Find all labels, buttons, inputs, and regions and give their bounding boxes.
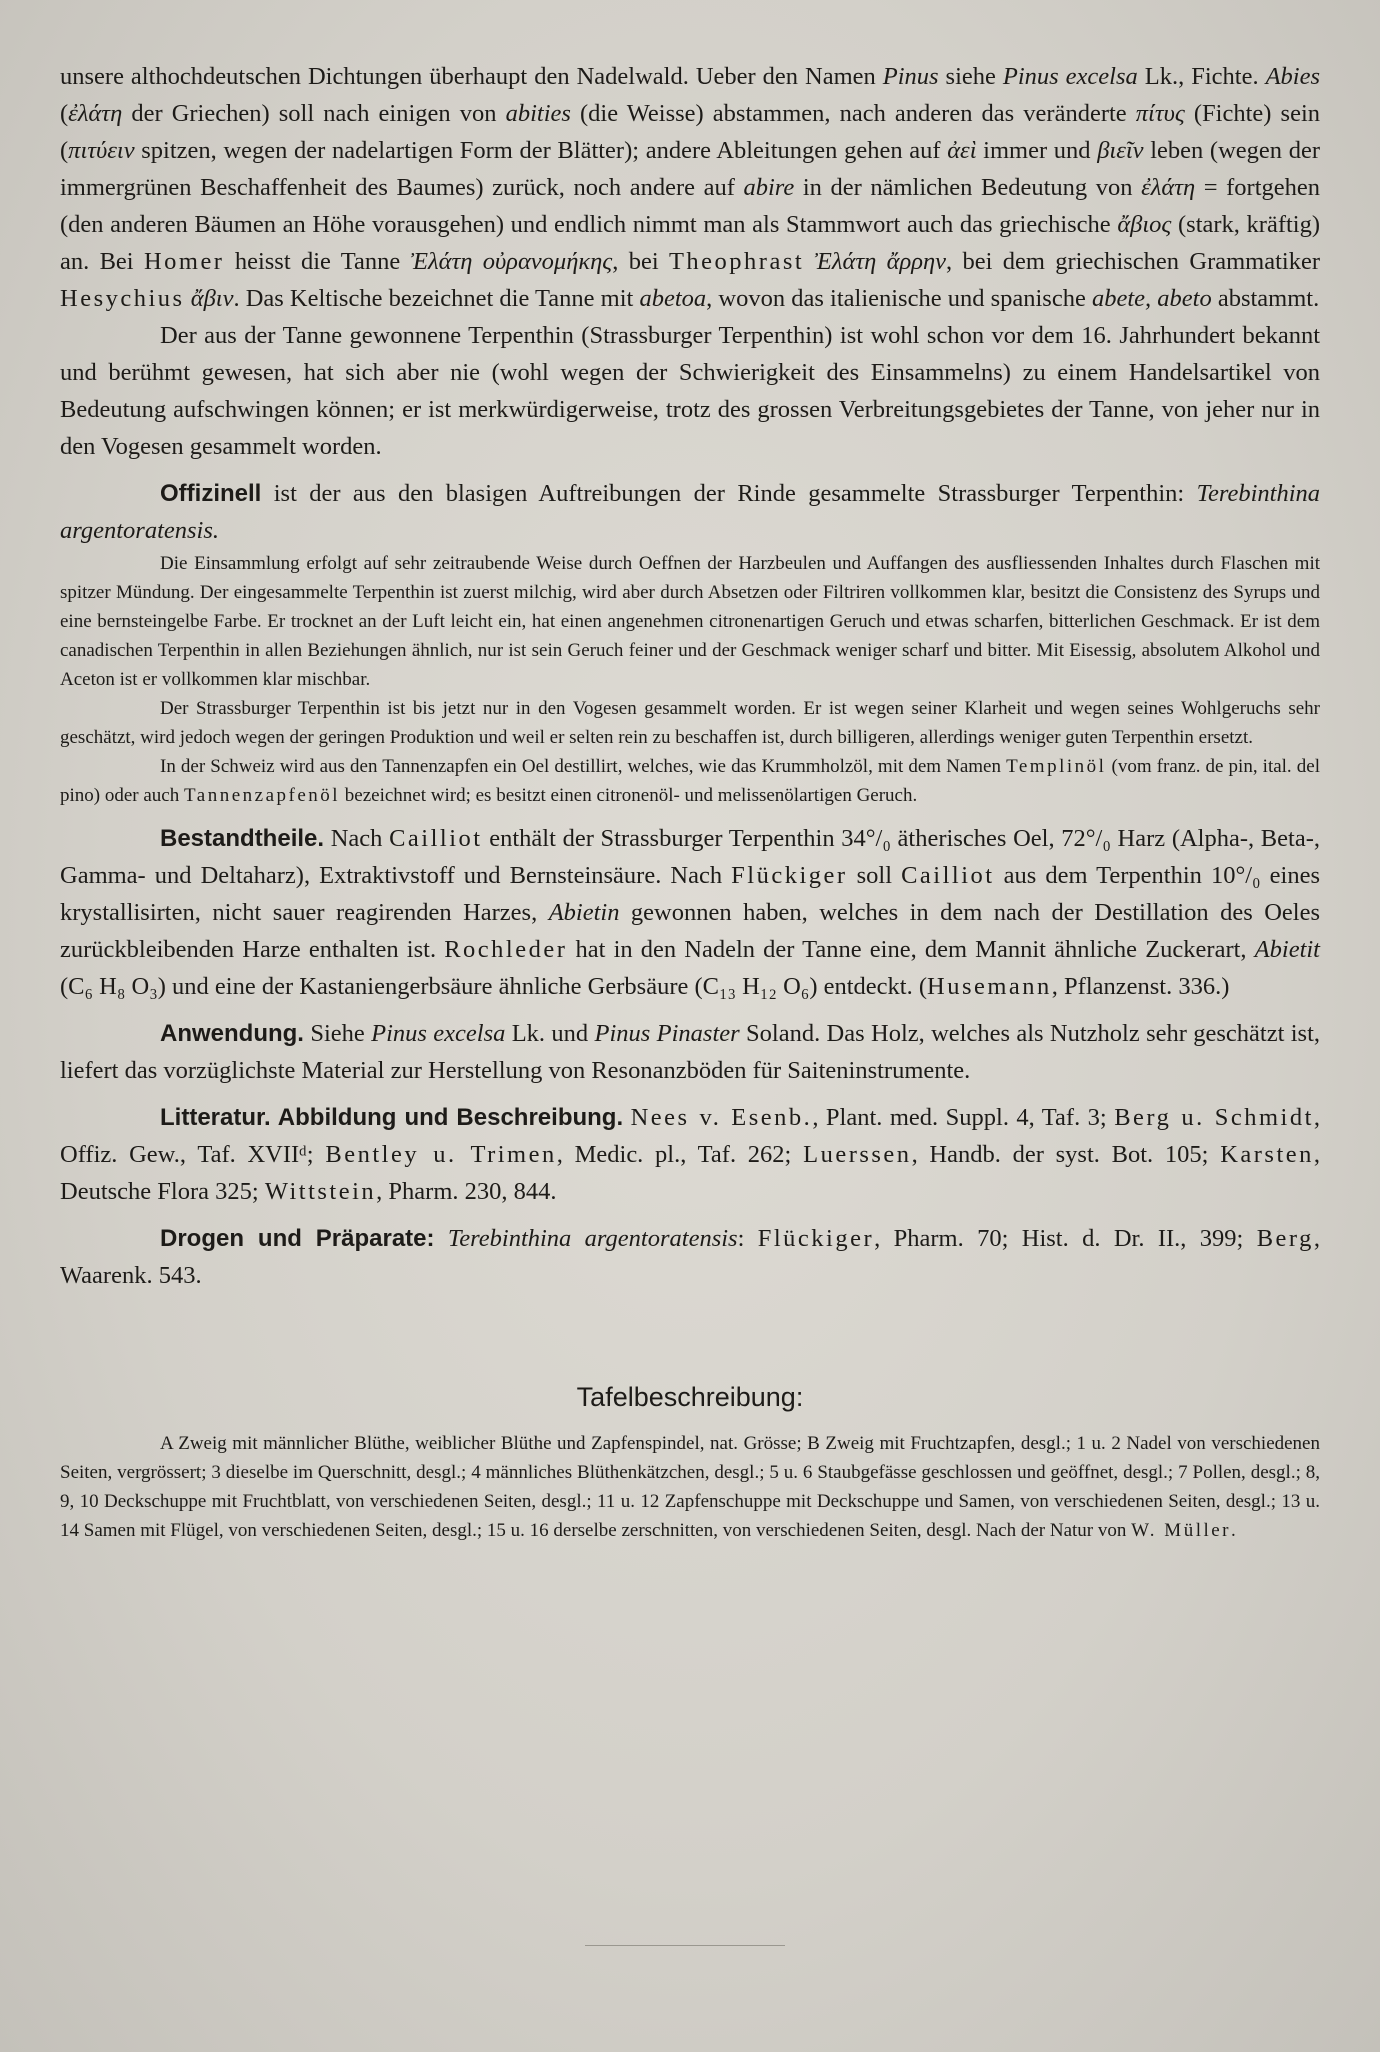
text: (die Weisse) abstammen, nach anderen das veränderte (570, 100, 1136, 127)
text: (C₆ H₈ O₃) und eine der Kastaniengerbsäure ähnliche Gerbsäure (C₁₃ H₁₂ O₆) entdeckt. ( (60, 973, 927, 1000)
greek-term: Ἐλάτη οὐρανομήκης (410, 248, 613, 275)
section-heading: Bestandtheile. (160, 825, 325, 852)
paragraph-anwendung (60, 1015, 1320, 1089)
spacer (60, 1089, 1320, 1099)
author-name: Flückiger (731, 862, 848, 889)
text: gewonnen haben, welches in dem nach der Destillation des Oeles zurückbleibenden Harze enthalten ist. (60, 899, 1320, 963)
plate-description (60, 1429, 1320, 1545)
text: ( (60, 100, 69, 127)
text: ist der aus den blasigen Auftreibungen der Rinde gesammelte Strassburger Terpenthin: (261, 480, 1197, 507)
text (623, 1104, 630, 1131)
author-name: Husemann (927, 973, 1052, 1000)
paragraph-bestandtheile (60, 820, 1320, 1005)
text: Nach (324, 825, 390, 852)
page-content (60, 58, 1320, 1545)
spacer (60, 1005, 1320, 1015)
text: In der Schweiz wird aus den Tannenzapfen ein Oel destillirt, welches, wie das Krummholzöl, mit dem Namen (160, 756, 1007, 777)
term: Terebinthina argentoratensis. (60, 480, 1320, 544)
author-name: Berg (1256, 1225, 1314, 1252)
text: heisst die Tanne (224, 248, 411, 275)
text: Soland. Das Holz, welches als Nutzholz sehr geschätzt ist, liefert das vorzüglichste Material zur Herstellung von Resonanzböden für Saiteninstrumente. (60, 1020, 1320, 1084)
text: , Offiz. Gew., Taf. XVIIᵈ; (60, 1104, 1321, 1168)
small-paragraph-vogesen: Der Strassburger Terpenthin ist bis jetzt nur in den Vogesen gesammelt worden. Er ist wegen seiner Klarheit und wegen seines Wohlgeruchs sehr geschätzt, wird jedoch wegen der geringen Produktion und weil er selten rein zu beschaffen ist, durch billigeren, allerdings weniger guten Terpenthin ersetzt. (60, 698, 1320, 748)
text: , wovon das italienische und spanische (706, 285, 1092, 312)
paragraph-etymology (60, 58, 1320, 317)
paragraph-terpenthin-history: Der aus der Tanne gewonnene Terpenthin (Strassburger Terpenthin) ist wohl schon vor dem 16. Jahrhundert bekannt und berühmt gewesen, hat sich aber nie (wohl wegen der Schwierigkeit des Einsammelns) zu einem Handelsartikel von Bedeutung aufschwingen können; er ist merkwürdigerweise, trotz des grossen Verbreitungsgebietes der Tanne, von jeher nur in den Vogesen gesammelt worden. (60, 322, 1320, 460)
text: leben (wegen der immergrünen Beschaffenheit des Baumes) zurück, noch andere auf (60, 137, 1320, 201)
greek-term: ἀεὶ (947, 137, 977, 164)
author-name: Theophrast (668, 248, 805, 275)
text: , Pharm. 70; Hist. d. Dr. II., 399; (874, 1225, 1257, 1252)
term: Abietin (548, 899, 620, 926)
term: Pinus excelsa (1002, 63, 1138, 90)
greek-term: ἄβιος (1117, 211, 1172, 238)
term: Pinus excelsa (371, 1020, 506, 1047)
text: , Waarenk. 543. (60, 1225, 1320, 1289)
term: Abies (1265, 63, 1320, 90)
greek-term: βιεῖν (1097, 137, 1144, 164)
text: , Deutsche Flora 325; (60, 1141, 1321, 1205)
text: enthält der Strassburger Terpenthin 34°/₀ ätherisches Oel, 72°/₀ Harz (Alpha-, Beta-, Gamma- und Deltaharz), Extraktivstoff und Bernsteinsäure. Nach (60, 825, 1320, 889)
section-heading: Offizinell (160, 480, 262, 507)
spacer (60, 810, 1320, 820)
text: = fortgehen (den anderen Bäumen an Höhe vorausgehen) und endlich nimmt man als Stammwort auch das griechische (60, 174, 1321, 238)
paragraph-offizinell (60, 475, 1320, 549)
term: Terebinthina argentoratensis (447, 1225, 738, 1252)
text: Siehe (303, 1020, 372, 1047)
term: Templinöl (1006, 756, 1107, 777)
author-name: Bentley u. Trimen (325, 1141, 557, 1168)
text: hat in den Nadeln der Tanne eine, dem Mannit ähnliche Zuckerart, (567, 936, 1255, 963)
text: spitzen, wegen der nadelartigen Form der Blätter); andere Ableitungen gehen auf (134, 137, 948, 164)
text: (stark, kräftig) an. Bei (60, 211, 1321, 275)
text: , Pharm. 230, 844. (376, 1178, 557, 1205)
text: in der nämlichen Bedeutung von (794, 174, 1142, 201)
text: soll (847, 862, 902, 889)
text: der Griechen) soll nach einigen von (122, 100, 506, 127)
section-heading: Anwendung. (160, 1020, 304, 1047)
text: (Fichte) sein ( (60, 100, 1320, 164)
term: Abietit (1254, 936, 1320, 963)
text: . Das Keltische bezeichnet die Tanne mit (233, 285, 640, 312)
text: unsere althochdeutschen Dichtungen überhaupt den Nadelwald. Ueber den Namen (60, 63, 883, 90)
author-name: Cailliot (901, 862, 995, 889)
greek-term: Ἐλάτη ἄρρην (814, 248, 947, 275)
author-name: Homer (143, 248, 225, 275)
text: siehe (938, 63, 1003, 90)
greek-term: ἐλάτη (68, 100, 123, 127)
spacer (60, 1210, 1320, 1220)
small-paragraph-collection: Die Einsammlung erfolgt auf sehr zeitraubende Weise durch Oeffnen der Harzbeulen und Auffangen des ausfliessenden Inhaltes durch Flaschen mit spitzer Mündung. Der eingesammelte Terpenthin ist zuerst milchig, wird aber durch Absetzen oder Filtriren vollkommen klar, besitzt die Consistenz des Syrups und eine bernsteingelbe Farbe. Er trocknet an der Luft leicht ein, hat einen angenehmen citronenartigen Geruch und etwas scharfen, bitterlichen Geschmack. Er ist dem canadischen Terpenthin in allen Beziehungen ähnlich, nur ist sein Geruch feiner und der Geschmack weniger scharf und bitter. Mit Eisessig, absolutem Alkohol und Aceton ist er vollkommen klar mischbar. (60, 553, 1320, 690)
author-name: Karsten (1220, 1141, 1314, 1168)
author-name: Wittstein (264, 1178, 377, 1205)
term: abete, abeto (1091, 285, 1212, 312)
author-name: Nees v. Esenb. (630, 1104, 813, 1131)
term: abities (505, 100, 571, 127)
author-name: Luerssen (803, 1141, 912, 1168)
author-name: Rochleder (444, 936, 568, 963)
spacer (60, 465, 1320, 475)
artist-name: W. Müller (1131, 1520, 1232, 1541)
text: Lk. und (505, 1020, 595, 1047)
section-heading: Drogen und Präparate: (160, 1225, 435, 1252)
text: , Plant. med. Suppl. 4, Taf. 3; (812, 1104, 1115, 1131)
text (804, 248, 814, 275)
author-name: Flückiger (757, 1225, 875, 1252)
text: , Handb. der syst. Bot. 105; (911, 1141, 1221, 1168)
text: aus dem Terpenthin 10°/₀ eines krystallisirten, nicht sauer reagirenden Harzes, (60, 862, 1320, 926)
greek-term: ἄβιν (190, 285, 234, 312)
small-paragraph-templinoel (60, 752, 1320, 810)
term: Pinus (882, 63, 939, 90)
term: abetoa (639, 285, 707, 312)
text: : (737, 1225, 758, 1252)
text: , bei (612, 248, 669, 275)
text: A Zweig mit männlicher Blüthe, weiblicher Blüthe und Zapfenspindel, nat. Grösse; B Zweig mit Fruchtzapfen, desgl.; 1 u. 2 Nadel von verschiedenen Seiten, vergrössert; 3 dieselbe im Querschnitt, desgl.; 4 männliches Blüthenkätzchen, desgl.; 5 u. 6 Staubgefässe geschlossen und geöffnet, desgl.; 7 Pollen, desgl.; 8, 9, 10 Deckschuppe mit Fruchtblatt, von verschiedenen Seiten, desgl.; 11 u. 12 Zapfenschuppe mit Deckschuppe und Samen, von verschiedenen Seiten, desgl.; 13 u. 14 Samen mit Flügel, von verschiedenen Seiten, desgl.; 15 u. 16 derselbe zerschnitten, von verschiedenen Seiten, desgl. Nach der Natur von (60, 1433, 1320, 1541)
author-name: Berg u. Schmidt (1114, 1104, 1314, 1131)
greek-term: πιτύειν (68, 137, 135, 164)
plate-description-title: Tafelbeschreibung: (576, 1382, 804, 1412)
text: immer und (976, 137, 1098, 164)
term: abire (743, 174, 795, 201)
text: . (1231, 1520, 1236, 1541)
text: , bei dem griechischen Grammatiker (946, 248, 1321, 275)
text: , Pflanzenst. 336.) (1051, 973, 1230, 1000)
greek-term: ἐλάτη (1141, 174, 1196, 201)
text: abstammt. (1211, 285, 1320, 312)
text: Lk., Fichte. (1137, 63, 1266, 90)
text: (vom franz. de pin, ital. del pino) oder auch (60, 756, 1320, 806)
text: , Medic. pl., Taf. 262; (556, 1141, 804, 1168)
text (435, 1225, 448, 1252)
paragraph-drogen (60, 1220, 1320, 1294)
term: Tannenzapfenöl (183, 785, 341, 806)
greek-term: πίτυς (1135, 100, 1185, 127)
author-name: Cailliot (389, 825, 483, 852)
section-heading: Litteratur. Abbildung und Beschreibung. (160, 1104, 624, 1131)
divider-line (585, 1945, 785, 1946)
author-name: Hesychius (60, 285, 185, 312)
text: bezeichnet wird; es besitzt einen citronenöl- und melissenölartigen Geruch. (340, 785, 918, 806)
term: Pinus Pinaster (594, 1020, 740, 1047)
paragraph-litteratur (60, 1099, 1320, 1210)
